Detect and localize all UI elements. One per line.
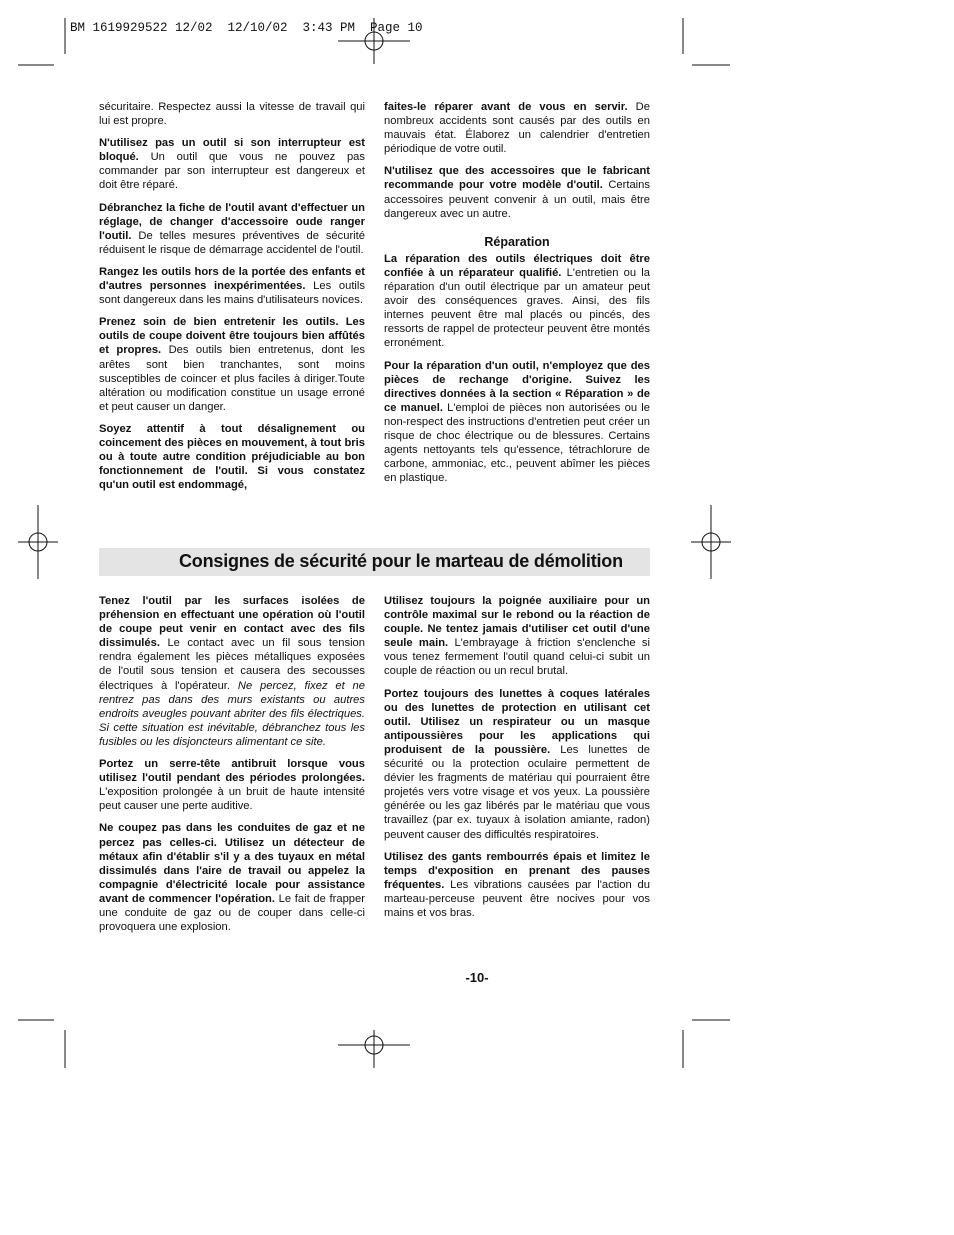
paragraph-lead: Rangez les outils hors de la portée des enfants et d'autres personnes inexpérimentées.	[99, 265, 365, 293]
lower-right-column	[384, 594, 650, 928]
paragraph-lead: N'utilisez pas un outil si son interrupteur est bloqué.	[99, 137, 365, 164]
upper-right-column	[384, 100, 650, 493]
paragraph-body: De telles mesures préventives de sécurité réduisent le risque de démarrage accidentel de l'outil.	[99, 229, 365, 256]
paragraph-body: Certains accessoires peuvent convenir à un outil, mais être dangereux avec un autre.	[384, 179, 650, 220]
paragraph-lead: Portez un serre-tête antibruit lorsque vous utilisez l'outil pendant des périodes prolongées.	[99, 758, 365, 785]
paragraph	[384, 164, 650, 220]
paragraph-body: Les lunettes de sécurité ou la protection oculaire permettent de dévier les fragments de matériau qui pourraient être projetés vers votre visage et vos yeux. La poussière générée ou les gaz libérés par le matériau que vous travaillez (par ex. tuyaux à isolation amiante, radon) peuvent causer des difficultés respiratoires.	[384, 743, 650, 841]
paragraph	[99, 136, 365, 192]
paragraph-body: sécuritaire. Respectez aussi la vitesse de travail qui lui est propre.	[99, 101, 365, 128]
paragraph	[99, 315, 365, 414]
paragraph-lead: Soyez attentif à tout désalignement ou coincement des pièces en mouvement, à tout bris ou à toute autre condition préjudiciable au bon fonctionnement de l'outil. Si vous constatez qu'un outil est endommagé,	[99, 422, 365, 492]
paragraph-lead: Pour la réparation d'un outil, n'employez que des pièces de rechange d'origine. Suivez les directives données à la section « Réparation » de ce manuel.	[384, 359, 650, 414]
paragraph-lead: Prenez soin de bien entretenir les outils. Les outils de coupe doivent être toujours bien affûtés et propres.	[99, 316, 365, 357]
upper-right-paragraphs-a	[384, 100, 650, 221]
paragraph-body: Le fait de frapper une conduite de gaz ou de couper dans celle-ci provoquera une explosion.	[99, 892, 365, 934]
section-header-band	[99, 548, 650, 576]
print-slug: BM 1619929522 12/02 12/10/02 3:43 PM Page 10	[70, 21, 423, 35]
paragraph-lead: Tenez l'outil par les surfaces isolées de préhension en effectuant une opération où l'outil de coupe peut venir en contact avec des fils dissimulés.	[99, 595, 365, 650]
paragraph-lead: La réparation des outils électriques doit être confiée à un réparateur qualifié.	[384, 252, 650, 279]
paragraph	[384, 252, 650, 351]
paragraph-body: Les vibrations causées par l'action du marteau-perceuse peuvent être nocives pour vos mains et vos bras.	[384, 878, 650, 919]
paragraph	[99, 100, 365, 128]
paragraph-lead: Débranchez la fiche de l'outil avant d'effectuer un réglage, de changer d'accessoire oude ranger l'outil.	[99, 201, 365, 242]
paragraph	[384, 359, 650, 486]
paragraph-lead: Utilisez toujours la poignée auxiliaire pour un contrôle maximal sur le rebond ou la réaction de couple. Ne tentez jamais d'utiliser cet outil d'une seule main.	[384, 595, 650, 650]
lower-left-column	[99, 594, 365, 942]
paragraph-lead: N'utilisez que des accessoires que le fabricant recommande pour votre modèle d'outil.	[384, 165, 650, 192]
paragraph-body: L'entretien ou la réparation d'un outil électrique par un amateur peut avoir des conséquences graves. Ainsi, des fils internes peuvent être mal placés ou pincés, des ressorts de rappel de protecteur peuvent être montés erronément.	[384, 266, 650, 350]
paragraph-lead: Portez toujours des lunettes à coques latérales ou des lunettes de protection en utilisant cet outil. Utilisez un respirateur ou un masque antipoussières pour les applications qui produisent de la poussière.	[384, 687, 650, 756]
paragraph	[384, 850, 650, 920]
upper-left-column	[99, 100, 365, 500]
paragraph-body: L'emploi de pièces non autorisées ou le non-respect des instructions d'entretien peut créer un risque de choc électrique ou de blessures. Certains agents nettoyants tels qu'essence, tétrachlorure de carbone, ammoniac, etc., peuvent abîmer les pièces en plastique.	[384, 401, 650, 485]
paragraph-body: Un outil que vous ne pouvez pas commander par son interrupteur est dangereux et doit être réparé.	[99, 151, 365, 192]
paragraph	[99, 201, 365, 257]
paragraph-body: Les outils sont dangereux dans les mains d'utilisateurs novices.	[99, 280, 365, 307]
paragraph-italic-warning: Ne percez, fixez et ne rentrez pas dans des murs existants ou autres endroits aveugles pouvant abriter des fils électriques. Si cette situation est inévitable, débranchez tous les fusibles ou les disjoncteurs alimentant ce site.	[99, 679, 365, 748]
paragraph-body: De nombreux accidents sont causés par des outils en mauvais état. Élaborez un calendrier d'entretien périodique de votre outil.	[384, 101, 650, 156]
upper-right-paragraphs-b	[384, 252, 650, 486]
paragraph	[99, 594, 365, 749]
paragraph-body: Des outils bien entretenus, dont les arêtes sont bien tranchantes, sont moins susceptibles de coincer et plus faciles à diriger.Toute altération ou modification constitue un usage erroné et peut causer un danger.	[99, 344, 365, 413]
paragraph-lead: Utilisez des gants rembourrés épais et limitez le temps d'exposition en prenant des pauses fréquentes.	[384, 850, 650, 891]
paragraph	[99, 821, 365, 934]
paragraph-body: L'embrayage à friction s'enclenche si vous tenez fermement l'outil quand celui-ci subit un couple de réaction ou un recul brutal.	[384, 637, 650, 678]
paragraph-body: Le contact avec un fil sous tension rendra également les pièces métalliques exposées de l'outil sous tension et causera des secousses électriques à l'opérateur.	[99, 637, 365, 692]
paragraph	[384, 100, 650, 156]
paragraph	[99, 265, 365, 307]
paragraph	[384, 594, 650, 679]
paragraph-lead: faites-le réparer avant de vous en servir.	[384, 101, 628, 113]
page-number: -10-	[465, 970, 489, 985]
paragraph	[99, 422, 365, 492]
section-title: Consignes de sécurité pour le marteau de démolition	[179, 551, 623, 571]
paragraph	[384, 687, 650, 842]
paragraph-body: L'exposition prolongée à un bruit de haute intensité peut causer une perte auditive.	[99, 786, 365, 813]
paragraph	[99, 757, 365, 813]
paragraph-lead: Ne coupez pas dans les conduites de gaz et ne percez pas celles-ci. Utilisez un détecteur de métaux afin d'établir s'il y a des tuyaux en métal dissimulés dans l'aire de travail ou appelez la compagnie d'électricité locale pour assistance avant de commencer l'opération.	[99, 822, 365, 905]
section-subheading: Réparation	[484, 234, 550, 249]
